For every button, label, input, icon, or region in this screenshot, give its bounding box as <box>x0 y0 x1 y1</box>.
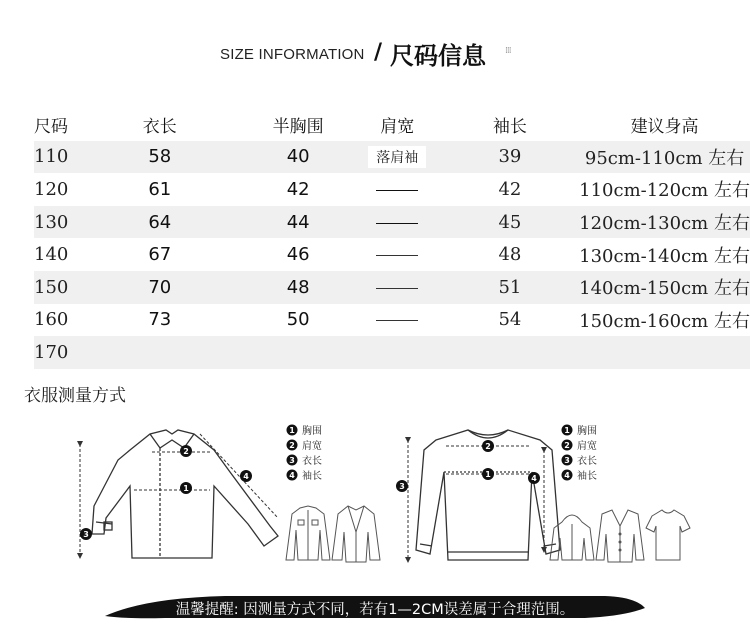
svg-text:1: 1 <box>485 470 491 479</box>
svg-text:胸围: 胸围 <box>577 426 597 437</box>
cell-sleeve: 39 <box>441 141 579 174</box>
cell-length: 64 <box>77 206 242 239</box>
title-slash: / <box>374 40 383 65</box>
cell-chest: 44 <box>243 206 354 239</box>
svg-text:衣长: 衣长 <box>577 456 597 467</box>
svg-text:4: 4 <box>243 472 249 481</box>
cell-height <box>579 336 750 369</box>
cell-size: 160 <box>34 309 69 331</box>
shirt-markers <box>80 445 252 540</box>
header-size: 尺码 <box>34 116 68 137</box>
table-row <box>34 304 750 337</box>
shirt-sleeve-line <box>200 434 278 518</box>
size-table <box>34 108 750 369</box>
svg-text:2: 2 <box>485 442 491 451</box>
cell-sleeve: 48 <box>498 244 522 266</box>
shoulder-note: 落肩袖 <box>368 146 426 168</box>
table-row <box>34 141 750 174</box>
section-title <box>0 34 750 68</box>
header-sleeve: 袖长 <box>492 116 527 137</box>
cell-shoulder <box>354 141 441 174</box>
cell-size: 140 <box>34 244 69 266</box>
table-row <box>34 271 750 304</box>
header-length: 衣长 <box>142 116 177 137</box>
cell-length: 61 <box>148 178 172 200</box>
svg-text:3: 3 <box>83 530 89 539</box>
table-row <box>34 336 750 369</box>
svg-text:1: 1 <box>183 484 189 493</box>
cell-shoulder <box>354 271 441 304</box>
legend-right <box>562 424 598 482</box>
notice-banner <box>105 594 645 620</box>
cell-shoulder <box>354 304 441 337</box>
header-chest: 半胸围 <box>272 116 324 137</box>
svg-text:衣长: 衣长 <box>302 456 322 467</box>
cell-size: 120 <box>34 178 69 200</box>
header-height: 建议身高 <box>630 116 699 137</box>
dash-mark <box>376 320 418 321</box>
dash-mark <box>376 288 418 289</box>
notice-text: 温馨提醒: 因测量方式不同，若有1—2CM误差属于合理范围。 <box>175 602 575 618</box>
cell-sleeve: 54 <box>498 309 522 331</box>
cell-chest: 50 <box>286 309 310 331</box>
cardigan-thumbnail-icon <box>596 510 644 562</box>
svg-text:3: 3 <box>399 482 405 491</box>
table-header-row <box>34 108 750 141</box>
blazer-thumbnail-icon <box>332 506 380 562</box>
cell-sleeve: 42 <box>498 178 522 200</box>
cell-height: 95cm-110cm 左右 <box>579 141 750 174</box>
cell-height: 110cm-120cm 左右 <box>579 180 750 202</box>
svg-text:2: 2 <box>564 441 570 450</box>
svg-text:1: 1 <box>289 426 295 435</box>
svg-text:4: 4 <box>564 471 570 480</box>
svg-text:4: 4 <box>531 474 537 483</box>
svg-text:胸围: 胸围 <box>302 426 322 437</box>
cell-size: 150 <box>34 271 77 304</box>
cell-shoulder <box>354 173 441 206</box>
hoodie-thumbnail-icon <box>550 515 594 560</box>
svg-text:肩宽: 肩宽 <box>302 441 322 452</box>
svg-text:3: 3 <box>564 456 570 465</box>
cell-length: 70 <box>77 271 242 304</box>
cell-shoulder <box>354 238 441 271</box>
measurement-diagram <box>0 410 750 590</box>
cell-shoulder <box>354 206 441 239</box>
cell-shoulder <box>354 336 441 369</box>
svg-text:2: 2 <box>289 441 295 450</box>
cell-length: 73 <box>148 309 172 331</box>
cell-chest: 42 <box>286 178 310 200</box>
cell-length <box>77 336 242 369</box>
table-row <box>34 173 750 206</box>
cell-chest: 46 <box>286 244 310 266</box>
cell-height: 130cm-140cm 左右 <box>579 245 750 267</box>
header-shoulder: 肩宽 <box>380 116 415 137</box>
sweater-markers <box>396 440 540 492</box>
tshirt-thumbnail-icon <box>646 510 690 560</box>
svg-text:袖长: 袖长 <box>577 471 597 482</box>
dash-mark <box>376 255 418 256</box>
svg-text:肩宽: 肩宽 <box>577 441 597 452</box>
svg-text:2: 2 <box>183 447 189 456</box>
cell-chest <box>243 336 354 369</box>
cell-height: 150cm-160cm 左右 <box>579 310 750 332</box>
cell-size: 170 <box>34 336 77 369</box>
cell-size: 130 <box>34 206 77 239</box>
dash-mark <box>376 223 418 224</box>
svg-text:袖长: 袖长 <box>302 471 322 482</box>
measure-title: 衣服测量方式 <box>24 386 126 406</box>
cell-sleeve <box>441 336 579 369</box>
decorative-dots-icon: ⁞⁞⁞ <box>505 46 511 56</box>
cell-chest: 48 <box>243 271 354 304</box>
cell-size: 110 <box>34 141 77 174</box>
table-row <box>34 238 750 271</box>
jacket-thumbnail-icon <box>286 506 330 560</box>
cell-sleeve: 45 <box>441 206 579 239</box>
cell-sleeve: 51 <box>441 271 579 304</box>
svg-text:4: 4 <box>289 471 295 480</box>
svg-text:1: 1 <box>564 426 570 435</box>
title-en: SIZE INFORMATION <box>220 46 365 63</box>
cell-height: 140cm-150cm 左右 <box>579 271 750 304</box>
legend-left <box>287 424 323 482</box>
dash-mark <box>376 190 418 191</box>
cell-height: 120cm-130cm 左右 <box>579 206 750 239</box>
cell-length: 67 <box>148 244 172 266</box>
title-cn: 尺码信息 <box>390 42 486 70</box>
cell-length: 58 <box>77 141 242 174</box>
svg-text:3: 3 <box>289 456 295 465</box>
cell-chest: 40 <box>243 141 354 174</box>
table-row <box>34 206 750 239</box>
